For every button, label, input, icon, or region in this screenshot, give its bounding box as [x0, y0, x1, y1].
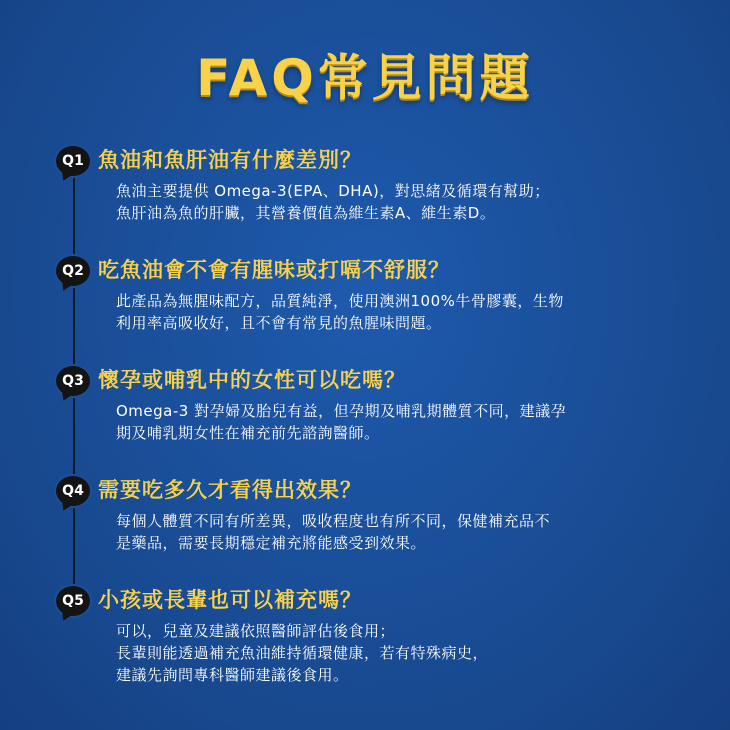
q5-answer-line: 建議先詢問專科醫師建議後食用。	[116, 666, 349, 684]
q3-answer	[116, 400, 696, 444]
q1-question: 魚油和魚肝油有什麼差別？	[98, 148, 362, 172]
q3-answer-line: Omega-3 對孕婦及胎兒有益，但孕期及哺乳期體質不同，建議孕	[116, 402, 567, 420]
q3-question: 懷孕或哺乳中的女性可以吃嗎？	[98, 368, 406, 392]
q5-badge: Q5	[56, 586, 90, 616]
q5-answer	[116, 620, 696, 686]
q1-answer	[116, 180, 696, 224]
q2-answer	[116, 290, 696, 334]
q2-answer-line: 利用率高吸收好，且不會有常見的魚腥味問題。	[116, 314, 442, 332]
q2-question: 吃魚油會不會有腥味或打嗝不舒服？	[98, 258, 450, 282]
page-title: FAQ常見問題	[196, 49, 534, 107]
q5-answer-line: 長輩則能透過補充魚油維持循環健康，若有特殊病史，	[116, 644, 489, 662]
q3-badge: Q3	[56, 366, 90, 396]
q3-answer-line: 期及哺乳期女性在補充前先諮詢醫師。	[116, 424, 380, 442]
q4-question: 需要吃多久才看得出效果？	[98, 478, 362, 502]
q1-answer-line: 魚肝油為魚的肝臟，其營養價值為維生素A、維生素D。	[116, 204, 496, 222]
q5-question: 小孩或長輩也可以補充嗎？	[98, 588, 362, 612]
q4-answer-line: 每個人體質不同有所差異，吸收程度也有所不同，保健補充品不	[116, 512, 551, 530]
q1-badge: Q1	[56, 146, 90, 176]
q4-answer-line: 是藥品，需要長期穩定補充將能感受到效果。	[116, 534, 427, 552]
q5-answer-line: 可以，兒童及建議依照醫師評估後食用；	[116, 622, 396, 640]
q1-answer-line: 魚油主要提供 Omega-3(EPA、DHA)，對思緒及循環有幫助；	[116, 182, 550, 200]
q2-badge: Q2	[56, 256, 90, 286]
q2-answer-line: 此產品為無腥味配方，品質純淨，使用澳洲100%牛骨膠囊，生物	[116, 292, 564, 310]
q4-badge: Q4	[56, 476, 90, 506]
q4-answer	[116, 510, 696, 554]
